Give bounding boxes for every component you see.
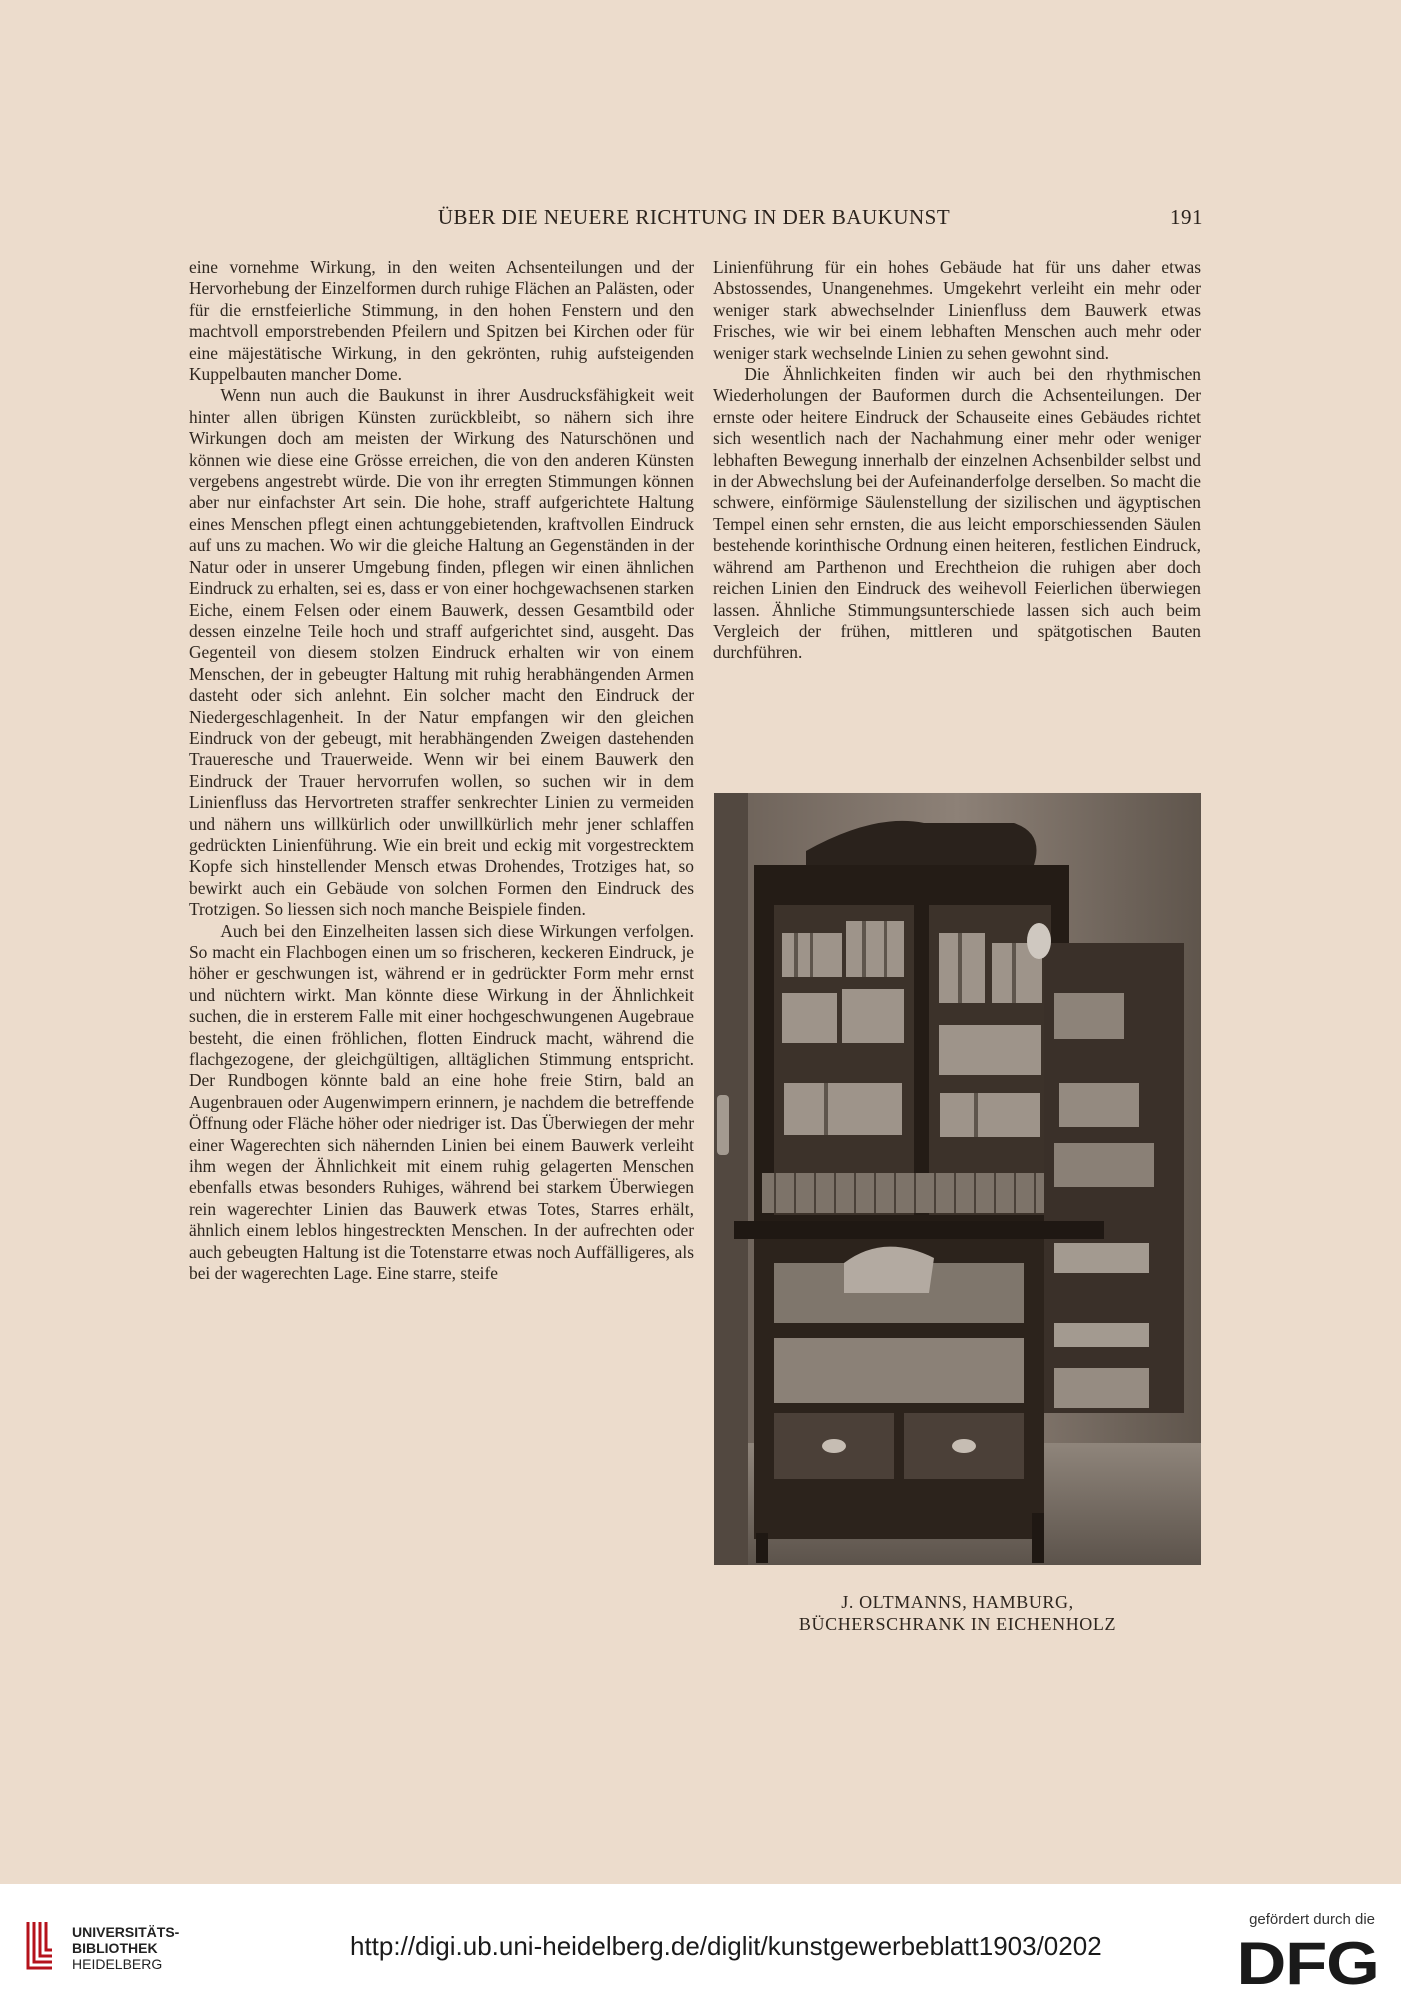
paragraph: eine vornehme Wirkung, in den weiten Achsenteilungen und der Hervorhebung der Einzelformen durch ruhige Flächen an Palästen, oder für die ernstfeierliche Stimmung, in den hohen Fenstern und den machtvoll emporstrebenden Pfeilern und Spitzen bei Kirchen oder für eine mäjestätische Wirkung, in den gekrönten, ruhig aufsteigenden Kuppelbauten mancher Dome. <box>189 257 694 385</box>
dfg-logo[interactable]: DFG <box>1236 1930 1379 1997</box>
library-name-line: BIBLIOTHEK <box>72 1940 158 1956</box>
running-title: ÜBER DIE NEUERE RICHTUNG IN DER BAUKUNST <box>437 205 951 229</box>
caption-line: J. OLTMANNS, HAMBURG, <box>841 1592 1074 1612</box>
library-name[interactable] <box>72 1924 179 1972</box>
paragraph: Auch bei den Einzelheiten lassen sich diese Wirkungen verfolgen. So macht ein Flachbogen einen um so frischeren, keckeren Eindruck, je höher er geschwungen ist, während er in gedrückter Form mehr ernst und nüchtern wirkt. Man könnte diese Wirkung in der Ähnlichkeit suchen, die in ersterem Falle mit einer hochgeschwungenen Augebraue besteht, die einen fröhlichen, flotten Eindruck macht, während die flachgezogene, der gleichgültigen, alltäglichen Stimmung entspricht. Der Rundbogen könnte bald an eine hohe freie Stirn, bald an Augenbrauen oder Augenwimpern erinnern, je nachdem die betreffende Öffnung oder Fläche höher oder niedriger ist. Das Überwiegen der mehr einer Wagerechten sich nähernden Linien bei einem Bauwerk verleiht ihm wegen der Ähnlichkeit mit einem ruhig gelagerten Menschen ebenfalls etwas besonders Ruhiges, während bei starkem Überwiegen rein wagerechter Linien das Bauwerk etwas Totes, Starres erhält, ähnlich einem leblos hingestreckten Menschen. In der aufrechten oder auch gebeugten Haltung ist die Totenstarre etwas noch Auffälligeres, als bei der wagerechten Lage. Eine starre, steife <box>189 920 694 1284</box>
paragraph: Die Ähnlichkeiten finden wir auch bei den rhythmischen Wiederholungen der Bauformen durch die Achsenteilungen. Der ernste oder heitere Eindruck der Schauseite eines Gebäudes richtet sich wesentlich nach der Nachahmung einer mehr oder weniger lebhaften Bewegung innerhalb der einzelnen Achsenbilder selbst und in der Abwechslung bei der Aufeinanderfolge derselben. So macht die schwere, einförmige Säulenstellung der sizilischen und ägyptischen Tempel einen sehr ernsten, die aus leicht emporschiessenden Säulen bestehende korinthische Ordnung einen heiteren, festlichen Eindruck, während am Parthenon und Erechtheion die ruhigen aber doch reichen Linien den Eindruck des weihevoll Feierlichen überwiegen lassen. Ähnliche Stimmungsunterschiede lassen sich auch beim Vergleich der frühen, mittleren und spätgotischen Bauten durchführen. <box>713 364 1201 663</box>
permalink-url[interactable]: http://digi.ub.uni-heidelberg.de/diglit/kunstgewerbeblatt1903/0202 <box>350 1931 1102 1961</box>
figure-caption <box>714 1591 1201 1635</box>
paragraph: Linienführung für ein hohes Gebäude hat für uns daher etwas Abstossendes, Unangenehmes. Umgekehrt verleiht ein mehr oder weniger stark abwechselnder Linienfluss dem Bauwerk etwas Frisches, wie wir bei einem lebhaften Menschen auch mehr oder weniger stark wechselnde Linien zu sehen gewohnt sind. <box>713 257 1201 363</box>
left-text-column <box>189 257 694 1285</box>
funding-note: gefördert durch die <box>1249 1911 1375 1928</box>
bookcase-photograph <box>714 793 1201 1565</box>
library-name-line: HEIDELBERG <box>72 1956 163 1972</box>
viewer-footer <box>0 1884 1401 2003</box>
running-head <box>185 205 1203 237</box>
bookcase-illustration <box>714 793 1201 1565</box>
right-text-column <box>713 257 1201 664</box>
page-number: 191 <box>1170 205 1203 229</box>
caption-line: BÜCHERSCHRANK IN EICHENHOLZ <box>798 1614 1117 1634</box>
library-logo-icon[interactable] <box>22 1920 56 1974</box>
library-name-line: UNIVERSITÄTS- <box>72 1924 180 1940</box>
paragraph: Wenn nun auch die Baukunst in ihrer Ausdrucksfähigkeit weit hinter allen übrigen Künsten zurückbleibt, so nähern sich ihre Wirkungen doch am meisten der Wirkung des Naturschönen und können wie diese eine Grösse erreichen, die von den anderen Künsten vergebens angestrebt würde. Die von ihr erregten Stimmungen können aber nur einfachster Art sein. Die hohe, straff aufgerichtete Haltung eines Menschen pflegt einen achtunggebietenden, kraftvollen Eindruck auf uns zu machen. Wo wir die gleiche Haltung an Gegenständen in der Natur oder in unserer Umgebung finden, pflegen wir einen ähnlichen Eindruck zu erhalten, sei es, dass er von einer hochgewachsenen starken Eiche, einem Felsen oder einem Bauwerk, dessen Gesamtbild oder dessen einzelne Teile hoch und straff aufgerichtet sind, ausgeht. Das Gegenteil von diesem stolzen Eindruck erhalten wir von einem Menschen, der in gebeugter Haltung mit ruhig herabhängenden Armen dasteht oder sich anlehnt. Ein solcher macht den Eindruck der Niedergeschlagenheit. In der Natur empfangen wir den gleichen Eindruck von der gebeugt, mit herabhängenden Zweigen dastehenden Traueresche und Trauerweide. Wenn wir bei einem Bauwerk den Eindruck der Trauer hervorrufen wollen, so suchen wir in dem Linienfluss das Hervortreten straffer senkrechter Linien zu vermeiden und nähern uns willkürlich oder unwillkürlich mehr jener schlaffen gedrückten Linienführung. Wie ein breit und eckig mit vorgestrecktem Kopfe sich hinstellender Mensch etwas Drohendes, Trotziges hat, so bewirkt auch ein Gebäude von solchen Formen den Eindruck des Trotzigen. So liessen sich noch manche Beispiele finden. <box>189 385 694 920</box>
